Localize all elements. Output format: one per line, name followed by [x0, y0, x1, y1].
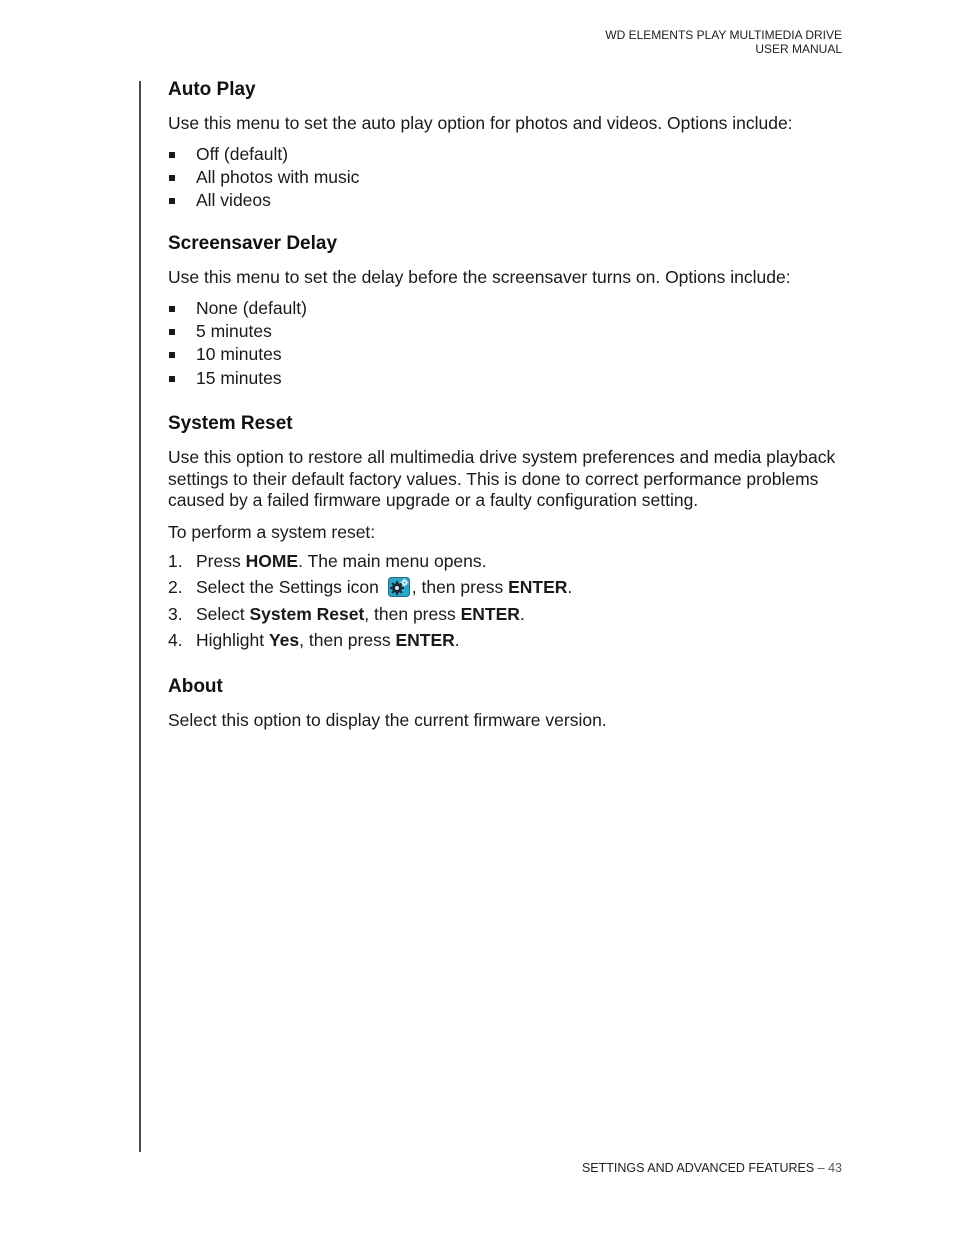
running-header	[605, 28, 842, 56]
left-margin-rule	[139, 81, 141, 1152]
footer-section-title: SETTINGS AND ADVANCED FEATURES	[581, 1161, 815, 1175]
section-title-screensaver-delay: Screensaver Delay	[168, 233, 338, 255]
bullet-square-icon	[169, 352, 175, 358]
system-reset-procedure-intro: To perform a system reset:	[168, 521, 376, 542]
footer-separator: –	[814, 1161, 829, 1175]
bullet-square-icon	[169, 152, 175, 158]
list-item: 1. Press HOME. The main menu opens.	[168, 551, 487, 572]
list-item: Off (default)	[168, 143, 848, 166]
page-number: 43	[828, 1161, 842, 1175]
list-item: None (default)	[168, 297, 848, 320]
section-title-auto-play: Auto Play	[168, 79, 256, 100]
header-title: WD ELEMENTS PLAY MULTIMEDIA DRIVE	[605, 28, 842, 42]
list-item: 10 minutes	[168, 343, 848, 366]
system-reset-steps	[168, 548, 848, 653]
list-item: 3. Select System Reset, then press ENTER.	[168, 603, 525, 624]
bullet-square-icon	[169, 329, 175, 335]
auto-play-intro: Use this menu to set the auto play option for photos and videos. Options include:	[168, 113, 793, 133]
section-title-about: About	[168, 676, 223, 698]
list-item: All photos with music	[168, 166, 848, 189]
screensaver-options	[168, 297, 848, 390]
page-content	[168, 78, 848, 732]
screensaver-intro: Use this menu to set the delay before the screensaver turns on. Options include:	[168, 267, 791, 288]
bullet-square-icon	[169, 376, 175, 382]
header-subtitle: USER MANUAL	[755, 42, 842, 56]
list-item: 15 minutes	[168, 367, 848, 390]
list-item: All videos	[168, 189, 848, 212]
running-footer	[582, 1161, 842, 1175]
bullet-square-icon	[169, 198, 175, 204]
system-reset-intro: Use this option to restore all multimedia drive system preferences and media playback settings to their default factory values. This is done to correct performance problems caused by a failed firmware upgrade or a faulty configuration setting.	[168, 447, 836, 511]
list-item: 5 minutes	[168, 320, 848, 343]
bullet-square-icon	[169, 175, 175, 181]
bullet-square-icon	[169, 306, 175, 312]
auto-play-options	[168, 143, 848, 213]
settings-gears-icon	[388, 577, 410, 597]
list-item: 4. Highlight Yes, then press ENTER.	[168, 629, 460, 650]
section-title-system-reset: System Reset	[168, 413, 293, 435]
list-item: 2. Select the Settings icon , then press ENTER.	[168, 577, 573, 598]
about-text: Select this option to display the current firmware version.	[168, 710, 607, 731]
